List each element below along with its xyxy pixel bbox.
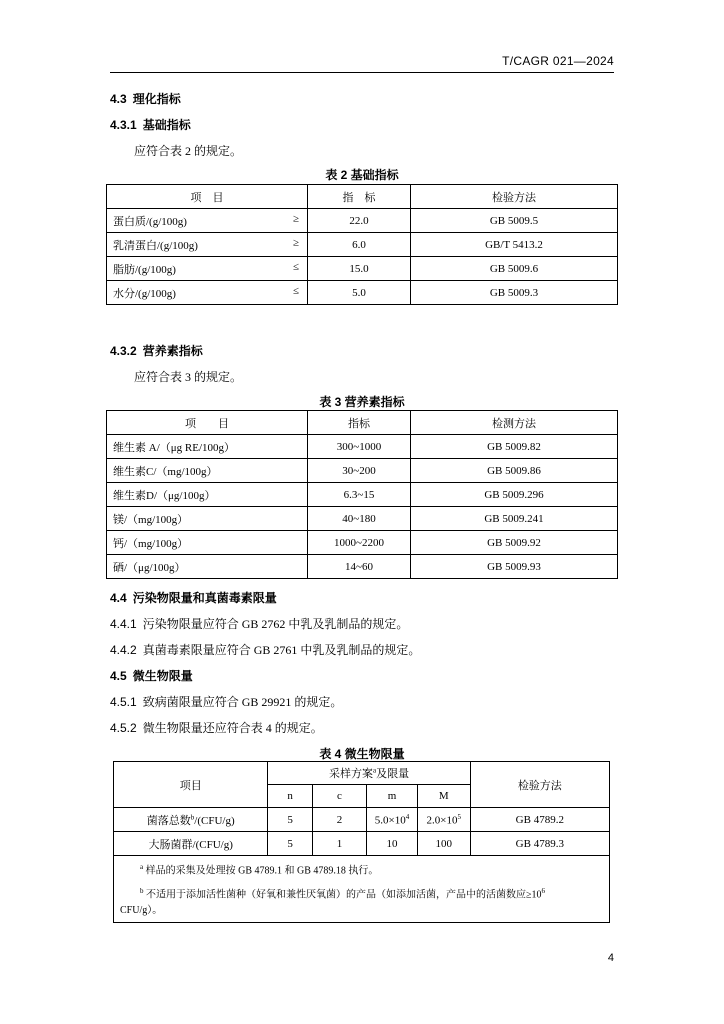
table-row: [107, 435, 618, 459]
value-cell: 5.0: [308, 281, 411, 305]
comparison-symbol: ≥: [292, 236, 299, 249]
clause-text: 微生物限量还应符合表 4 的规定。: [142, 721, 323, 735]
section-title: 污染物限量和真菌毒素限量: [132, 591, 277, 605]
M-cell: [417, 808, 470, 832]
value-cell: 6.0: [308, 233, 411, 257]
table-row: [107, 483, 618, 507]
item-name: 菌落总数: [146, 814, 191, 827]
value-cell: 40~180: [308, 507, 411, 531]
footnote-mark: a: [140, 863, 144, 871]
table4: [113, 761, 610, 923]
sub-header-m: m: [367, 785, 418, 808]
value-cell: 6.3~15: [308, 483, 411, 507]
method-cell: GB 5009.92: [411, 531, 618, 555]
table-row: [107, 209, 618, 233]
clause-number: 4.5.1: [110, 695, 137, 709]
m-exponent: 4: [405, 812, 410, 821]
comparison-symbol: ≥: [292, 212, 299, 225]
section-number: 4.3.2: [110, 344, 137, 358]
section-number: 4.4: [110, 591, 127, 605]
item-label: 维生素C/（mg/100g）: [107, 459, 308, 483]
method-cell: GB 5009.5: [411, 209, 618, 233]
table-row: [107, 555, 618, 579]
section-4-3-1-heading: [110, 116, 191, 133]
table3-header-method: 检测方法: [411, 411, 618, 435]
item-label: 维生素 A/（μg RE/100g）: [107, 435, 308, 459]
table2-caption: 表 2 基础指标: [325, 168, 399, 182]
section-4-5-heading: [110, 667, 193, 684]
item-label: 水分/(g/100g): [113, 287, 176, 300]
item-label: 钙/（mg/100g）: [107, 531, 308, 555]
header-rule: [110, 72, 614, 73]
n-cell: 5: [268, 832, 312, 856]
section-4-4-heading: [110, 589, 277, 606]
m-base: 5.0×10: [374, 814, 406, 827]
paragraph-table2-ref: 应符合表 2 的规定。: [134, 144, 243, 158]
table3-header-value: 指标: [308, 411, 411, 435]
plan-label: 采样方案: [328, 768, 373, 780]
clause-number: 4.5.2: [110, 721, 137, 735]
document-code: T/CAGR 021—2024: [502, 54, 614, 68]
item-unit: /(CFU/g): [194, 814, 235, 827]
comparison-symbol: ≤: [292, 284, 299, 297]
footnote-mark: b: [140, 887, 144, 896]
value-cell: 22.0: [308, 209, 411, 233]
table-row: [107, 507, 618, 531]
table3: [106, 410, 618, 579]
section-title: 理化指标: [132, 92, 181, 106]
M-cell: 100: [417, 832, 470, 856]
sub-header-c: c: [312, 785, 366, 808]
comparison-symbol: ≤: [292, 260, 299, 273]
page-number: 4: [607, 952, 614, 964]
value-cell: 1000~2200: [308, 531, 411, 555]
table-row: [107, 257, 618, 281]
item-label: 大肠菌群/(CFU/g): [114, 832, 268, 856]
section-title: 微生物限量: [132, 669, 193, 683]
table2-header-value: 指 标: [308, 185, 411, 209]
table3-header-item: 项 目: [107, 411, 308, 435]
clause-number: 4.4.2: [110, 643, 137, 657]
footnote-exponent: 6: [541, 887, 545, 896]
method-cell: GB 4789.2: [470, 808, 609, 832]
table4-header-plan: [268, 762, 470, 785]
table4-header-method: 检验方法: [470, 762, 609, 808]
item-label: [114, 808, 268, 832]
table4-notes: [114, 856, 610, 923]
method-cell: GB 5009.3: [411, 281, 618, 305]
value-cell: 30~200: [308, 459, 411, 483]
clause-4-5-1: [110, 693, 342, 710]
sub-header-M: M: [417, 785, 470, 808]
M-base: 2.0×10: [426, 814, 458, 827]
value-cell: 15.0: [308, 257, 411, 281]
footnote-mark-a: a: [372, 766, 377, 775]
table-row: [107, 459, 618, 483]
sub-header-n: n: [268, 785, 312, 808]
table2: [106, 184, 618, 305]
value-cell: 14~60: [308, 555, 411, 579]
c-cell: 1: [312, 832, 366, 856]
section-number: 4.5: [110, 669, 127, 683]
footnote-mark-b: b: [190, 812, 195, 821]
M-exponent: 5: [457, 812, 461, 821]
table3-caption: 表 3 营养素指标: [319, 395, 405, 409]
method-cell: GB 5009.86: [411, 459, 618, 483]
table-row: [114, 832, 610, 856]
clause-4-5-2: [110, 719, 323, 736]
footnote-text: 样品的采集及处理按 GB 4789.1 和 GB 4789.18 执行。: [145, 865, 379, 877]
footnote-b-continued: CFU/g）。: [120, 904, 163, 916]
section-title: 基础指标: [142, 118, 191, 132]
section-title: 营养素指标: [142, 344, 203, 358]
method-cell: GB 5009.82: [411, 435, 618, 459]
item-label: 镁/（mg/100g）: [107, 507, 308, 531]
footnote-text: 不适用于添加活性菌种（好氧和兼性厌氧菌）的产品（如添加活菌，产品中的活菌数应≥10: [146, 889, 542, 901]
clause-4-4-2: [110, 641, 420, 658]
table2-header-item: 项 目: [107, 185, 308, 209]
section-number: 4.3.1: [110, 118, 137, 132]
section-4-3-heading: [110, 90, 181, 107]
item-label: 乳清蛋白/(g/100g): [113, 239, 198, 252]
table-row: [107, 281, 618, 305]
clause-text: 污染物限量应符合 GB 2762 中乳及乳制品的规定。: [142, 617, 409, 631]
item-label: 维生素D/（μg/100g）: [107, 483, 308, 507]
method-cell: GB 5009.93: [411, 555, 618, 579]
item-label: 硒/（μg/100g）: [107, 555, 308, 579]
method-cell: GB 5009.6: [411, 257, 618, 281]
table-row: [107, 233, 618, 257]
c-cell: 2: [312, 808, 366, 832]
item-label: 蛋白质/(g/100g): [113, 215, 187, 228]
value-cell: 300~1000: [308, 435, 411, 459]
table2-header-method: 检验方法: [411, 185, 618, 209]
clause-4-4-1: [110, 615, 408, 632]
table-row: [107, 531, 618, 555]
clause-text: 致病菌限量应符合 GB 29921 的规定。: [142, 695, 343, 709]
plan-label-suffix: 及限量: [376, 768, 410, 780]
footnote-b: [120, 884, 603, 902]
method-cell: GB 5009.296: [411, 483, 618, 507]
n-cell: 5: [268, 808, 312, 832]
m-cell: [367, 808, 418, 832]
table-row: [114, 808, 610, 832]
method-cell: GB 4789.3: [470, 832, 609, 856]
table4-header-item: 项目: [114, 762, 268, 808]
clause-number: 4.4.1: [110, 617, 137, 631]
m-cell: 10: [367, 832, 418, 856]
footnote-a: [120, 860, 603, 878]
clause-text: 真菌毒素限量应符合 GB 2761 中乳及乳制品的规定。: [142, 643, 421, 657]
paragraph-table3-ref: 应符合表 3 的规定。: [134, 370, 243, 384]
section-number: 4.3: [110, 92, 127, 106]
item-label: 脂肪/(g/100g): [113, 263, 176, 276]
method-cell: GB 5009.241: [411, 507, 618, 531]
table4-caption: 表 4 微生物限量: [319, 747, 405, 761]
section-4-3-2-heading: [110, 342, 203, 359]
method-cell: GB/T 5413.2: [411, 233, 618, 257]
